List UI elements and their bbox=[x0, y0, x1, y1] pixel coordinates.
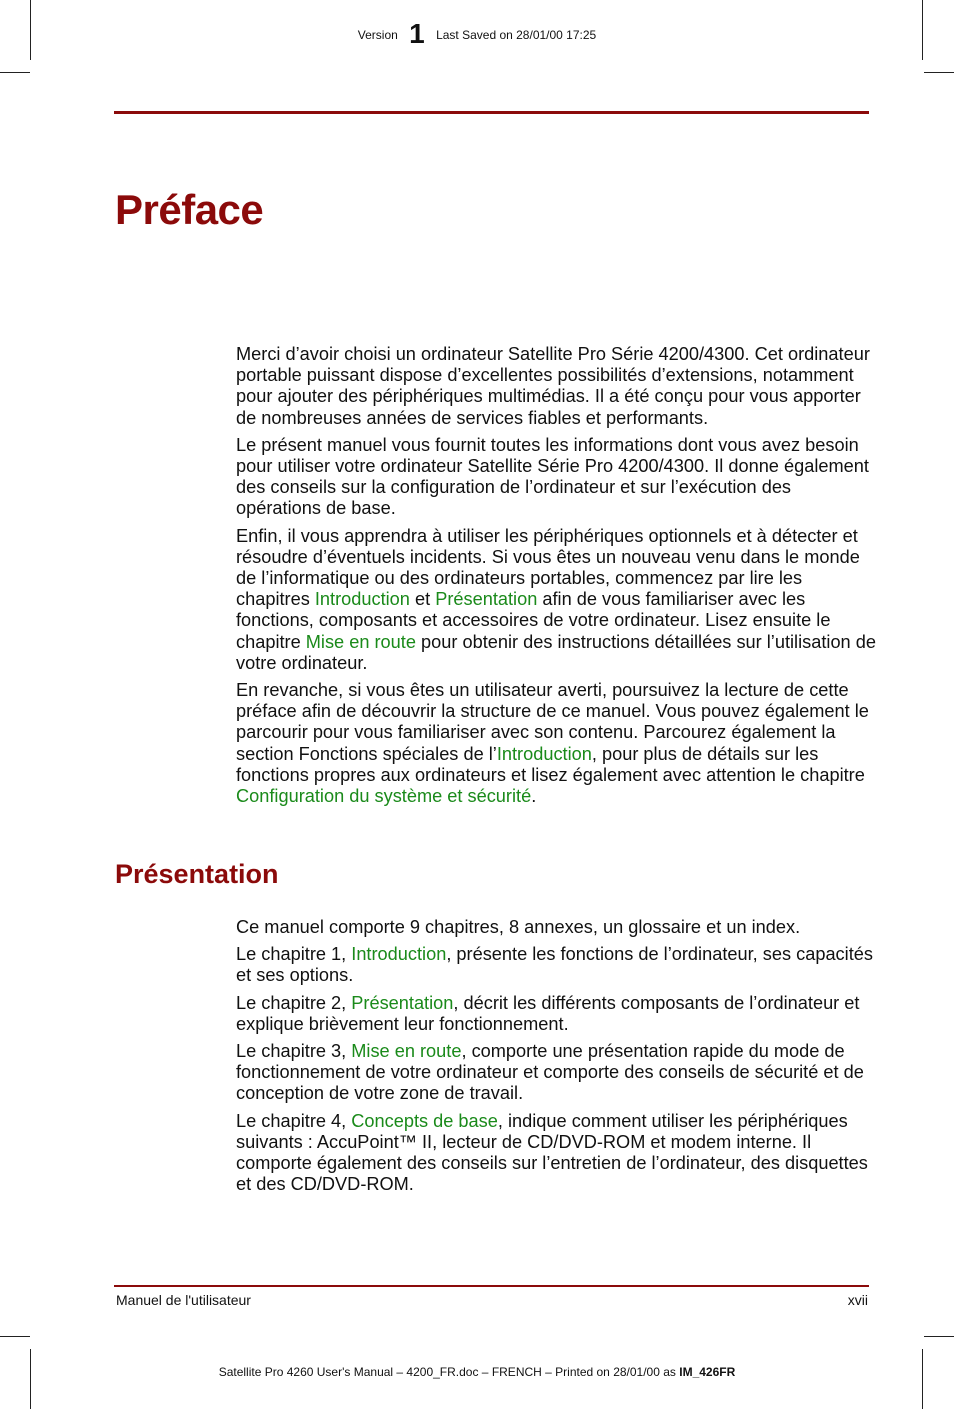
version-label: Version bbox=[357, 28, 398, 42]
last-saved: Last Saved on 28/01/00 17:25 bbox=[436, 28, 597, 42]
chapter-4-paragraph bbox=[236, 1111, 876, 1196]
link-mise-en-route[interactable]: Mise en route bbox=[305, 631, 416, 652]
page-title: Préface bbox=[115, 186, 264, 233]
link-presentation[interactable]: Présentation bbox=[351, 992, 454, 1013]
crop-mark bbox=[922, 1349, 923, 1409]
text-run: En revanche, si vous êtes un utilisateur averti, poursuivez la lecture de cette préface afin de découvrir la structure de ce manuel. Vous pouvez également le parcourir pour vous familiariser avec son contenu. Parcourez également la section Fonctions spéciales de l’ bbox=[236, 680, 869, 764]
crop-mark bbox=[30, 1349, 31, 1409]
chapter-1-paragraph bbox=[236, 944, 876, 986]
footer-page-number: xvii bbox=[847, 1292, 868, 1308]
print-info bbox=[0, 1365, 954, 1379]
intro-section bbox=[236, 344, 876, 813]
bottom-rule bbox=[114, 1285, 869, 1287]
section-paragraph: Ce manuel comporte 9 chapitres, 8 annexes, un glossaire et un index. bbox=[236, 917, 801, 937]
crop-mark bbox=[924, 1336, 954, 1337]
section-heading: Présentation bbox=[115, 859, 279, 889]
text-run: Le chapitre 4, bbox=[236, 1110, 352, 1131]
footer-manual-title: Manuel de l'utilisateur bbox=[116, 1292, 251, 1308]
text-run: . bbox=[531, 786, 537, 807]
text-run: , indique comment utiliser les périphériques suivants : AccuPoint™ II, lecteur de CD/DVD-ROM et modem interne. Il comporte également des conseils sur l’entretien de l’ordinateur, des disquettes et des CD/DVD-ROM. bbox=[236, 1110, 868, 1195]
text-run: Enfin, il vous apprendra à utiliser les périphériques optionnels et à détecter et résoudre d’éventuels incidents. Si vous êtes un nouveau venu dans le monde de l’informatique ou des ordinateurs portables, commencez par lire les chapitres bbox=[236, 525, 860, 610]
intro-paragraph bbox=[236, 526, 876, 674]
crop-mark bbox=[0, 72, 30, 73]
version-number: 1 bbox=[409, 18, 425, 49]
crop-mark bbox=[924, 72, 954, 73]
link-introduction[interactable]: Introduction bbox=[351, 944, 447, 965]
intro-paragraph bbox=[236, 680, 876, 807]
chapter-2-paragraph bbox=[236, 993, 876, 1035]
text-run: Le chapitre 3, bbox=[236, 1041, 352, 1062]
text-run: , décrit les différents composants de l’ordinateur et explique brièvement leur fonctionnement. bbox=[236, 992, 860, 1034]
link-introduction[interactable]: Introduction bbox=[496, 743, 592, 764]
link-presentation[interactable]: Présentation bbox=[435, 589, 538, 610]
link-introduction[interactable]: Introduction bbox=[314, 589, 410, 610]
link-configuration-securite[interactable]: Configuration du système et sécurité bbox=[236, 786, 532, 807]
link-concepts-de-base[interactable]: Concepts de base bbox=[351, 1110, 498, 1131]
text-run: Le chapitre 2, bbox=[236, 992, 352, 1013]
version-header bbox=[0, 18, 954, 50]
top-rule bbox=[114, 111, 869, 114]
text-run: Le chapitre 1, bbox=[236, 944, 352, 965]
link-mise-en-route[interactable]: Mise en route bbox=[351, 1041, 462, 1062]
print-code: IM_426FR bbox=[679, 1365, 736, 1379]
text-run: , présente les fonctions de l’ordinateur, ses capacités et ses options. bbox=[236, 944, 873, 986]
print-text: Satellite Pro 4260 User's Manual – 4200_FR.doc – FRENCH – Printed on 28/01/00 as bbox=[218, 1365, 680, 1379]
intro-paragraph: Le présent manuel vous fournit toutes les informations dont vous avez besoin pour utiliser votre ordinateur Satellite Série Pro 4200/4300. Il donne également des conseils sur la configuration de l’ordinateur et sur l’exécution des opérations de base. bbox=[236, 434, 869, 519]
crop-mark bbox=[0, 1336, 30, 1337]
chapter-3-paragraph bbox=[236, 1041, 876, 1105]
text-run: afin de vous familiariser avec les fonctions, composants et accessoires de votre ordinateur. Lisez ensuite le chapitre bbox=[236, 589, 831, 652]
text-run: , pour plus de détails sur les fonctions propres aux ordinateurs et lisez également avec attention le chapitre bbox=[236, 743, 865, 785]
text-run: , comporte une présentation rapide du mode de fonctionnement de votre ordinateur et comporte des conseils de sécurité et de conception de votre zone de travail. bbox=[236, 1041, 864, 1104]
text-run: et bbox=[409, 589, 436, 610]
text-run: pour obtenir des instructions détaillées sur l’utilisation de votre ordinateur. bbox=[236, 631, 876, 673]
presentation-section bbox=[236, 917, 876, 1201]
intro-paragraph: Merci d’avoir choisi un ordinateur Satellite Pro Série 4200/4300. Cet ordinateur portable puissant dispose d’excellentes possibilités d’extensions, notamment pour ajouter des périphériques multimédias. Il a été conçu pour vous apporter de nombreuses années de services fiables et performants. bbox=[236, 344, 870, 428]
